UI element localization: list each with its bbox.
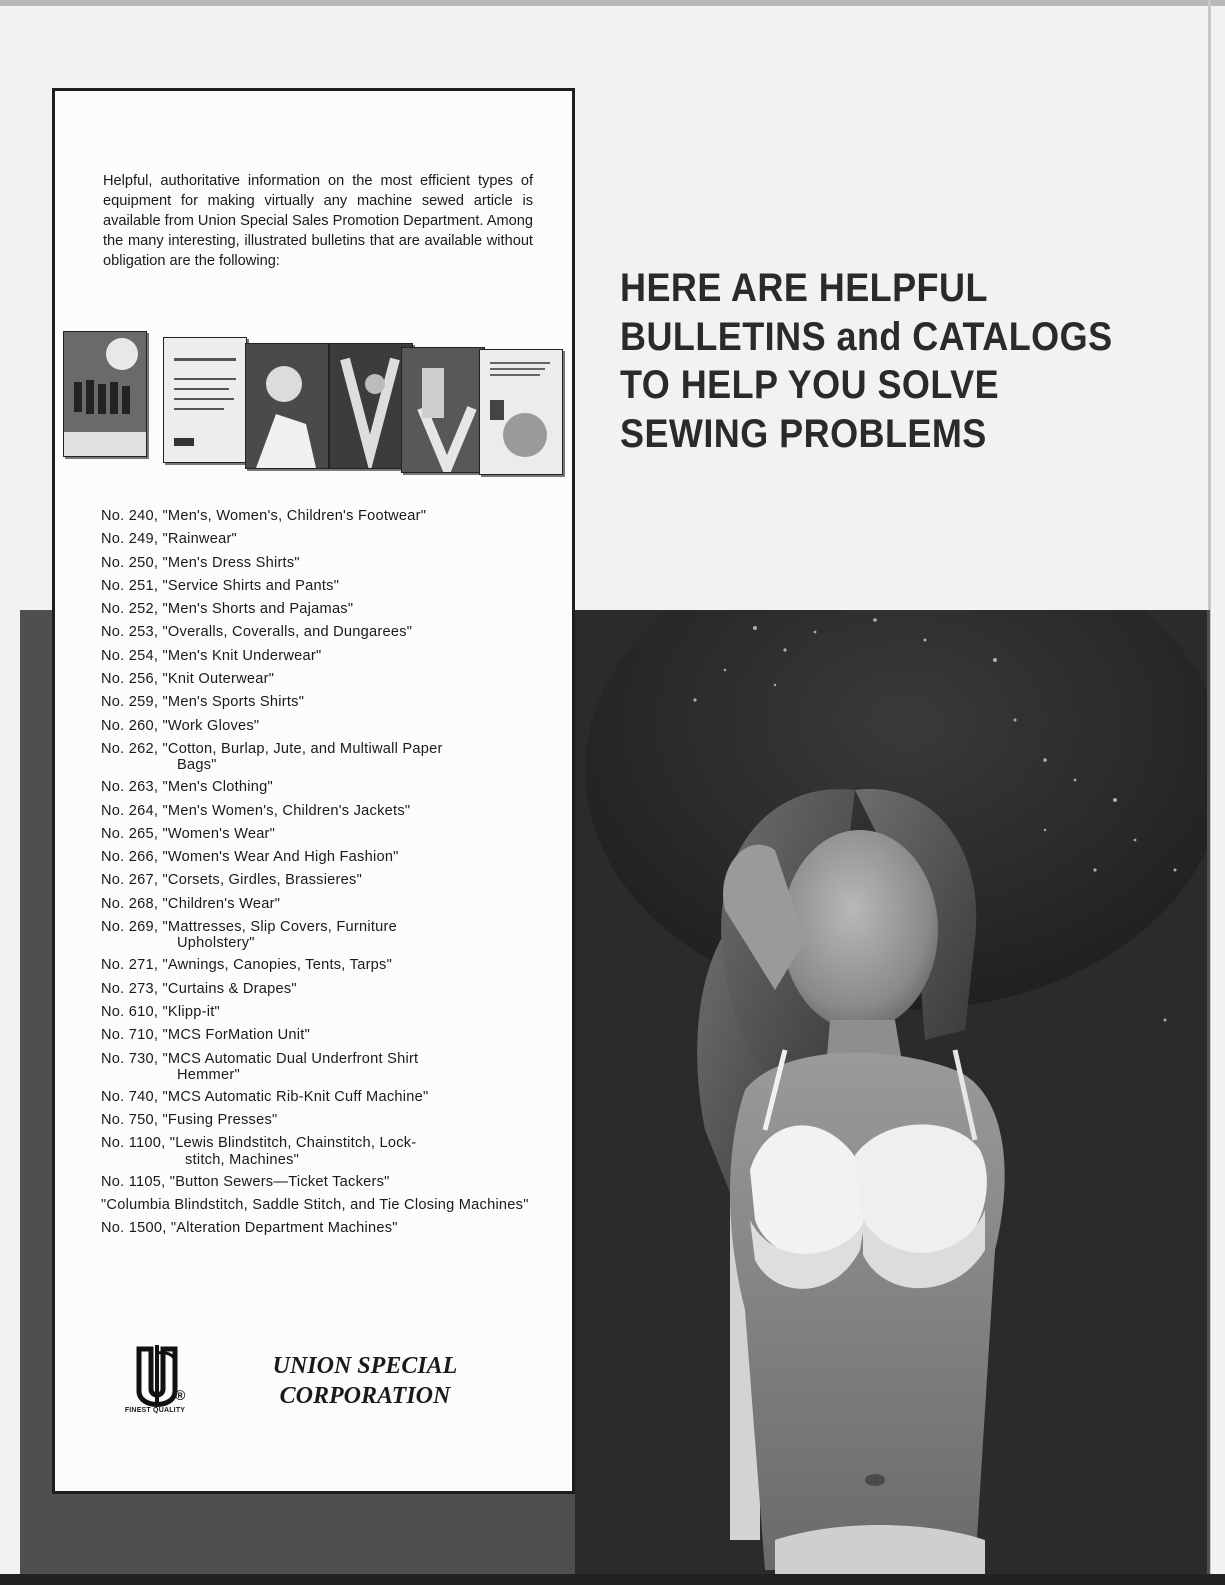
bulletin-cover-3 <box>245 343 329 469</box>
list-item: No. 250, "Men's Dress Shirts" <box>101 554 300 571</box>
bulletin-cover-1 <box>63 331 147 457</box>
bulletin-cover-2 <box>163 337 247 463</box>
bulletin-cover-6 <box>479 349 563 475</box>
list-item: No. 273, "Curtains & Drapes" <box>101 980 297 997</box>
model-photograph <box>575 610 1207 1574</box>
list-item: No. 251, "Service Shirts and Pants" <box>101 577 340 594</box>
list-item: No. 249, "Rainwear" <box>101 531 237 548</box>
headline-line4: SEWING PROBLEMS <box>620 411 987 456</box>
list-item: No. 271, "Awnings, Canopies, Tents, Tarps" <box>101 957 393 974</box>
list-item: No. 266, "Women's Wear And High Fashion" <box>101 849 399 866</box>
list-item: No. 264, "Men's Women's, Children's Jackets" <box>101 802 411 819</box>
registered-mark: ® <box>175 1387 186 1403</box>
list-item: No. 259, "Men's Sports Shirts" <box>101 694 305 711</box>
list-item: No. 610, "Klipp-it" <box>101 1003 220 1020</box>
list-item: No. 254, "Men's Knit Underwear" <box>101 647 322 664</box>
bulletin-list <box>101 505 541 1240</box>
list-item: No. 740, "MCS Automatic Rib-Knit Cuff Machine" <box>101 1088 429 1105</box>
list-item: No. 268, "Children's Wear" <box>101 895 281 912</box>
list-item: No. 750, "Fusing Presses" <box>101 1112 278 1129</box>
company-name-line1: UNION SPECIAL <box>272 1353 458 1379</box>
list-item: No. 256, "Knit Outerwear" <box>101 671 275 688</box>
list-item: No. 1105, "Button Sewers—Ticket Tackers" <box>101 1173 390 1190</box>
list-item: No. 252, "Men's Shorts and Pajamas" <box>101 601 354 618</box>
list-item: No. 260, "Work Gloves" <box>101 717 260 734</box>
bulletin-cover-5 <box>401 347 485 473</box>
list-item: No. 265, "Women's Wear" <box>101 825 276 842</box>
headline-line3: TO HELP YOU SOLVE <box>620 363 1000 407</box>
list-item: "Columbia Blindstitch, Saddle Stitch, and Tie Closing Machines" <box>101 1197 529 1214</box>
list-item: No. 263, "Men's Clothing" <box>101 779 273 796</box>
headline <box>620 264 1124 458</box>
headline-line2: BULLETINS and CATALOGS <box>620 314 1113 359</box>
list-item: No. 269, "Mattresses, Slip Covers, Furniture Upholstery" <box>101 919 398 952</box>
list-item: No. 262, "Cotton, Burlap, Jute, and Multiwall Paper Bags" <box>101 740 443 774</box>
list-item: No. 267, "Corsets, Girdles, Brassieres" <box>101 872 363 889</box>
list-item: No. 730, "MCS Automatic Dual Underfront Shirt Hemmer" <box>101 1050 419 1083</box>
bottom-scan-edge <box>0 1574 1225 1585</box>
list-item: No. 253, "Overalls, Coveralls, and Dungarees" <box>101 624 413 641</box>
company-name-line2: CORPORATION <box>279 1383 451 1409</box>
intro-paragraph: Helpful, authoritative information on the most efficient types of equipment for making virtually any machine sewed article is available from Union Special Sales Promotion Department. Among the many interesting, illustrated bulletins that are available without obligation are the following: <box>103 173 533 269</box>
bulletin-covers-illustration <box>63 331 563 471</box>
logo-caption: FINEST QUALITY <box>124 1407 186 1414</box>
top-scan-edge <box>0 0 1225 6</box>
list-item: No. 1100, "Lewis Blindstitch, Chainstitch, Lock- stitch, Machines" <box>101 1135 417 1168</box>
headline-line1: HERE ARE HELPFUL <box>620 266 988 310</box>
list-item: No. 710, "MCS ForMation Unit" <box>101 1027 311 1044</box>
list-item: No. 240, "Men's, Women's, Children's Footwear" <box>101 508 427 524</box>
company-name <box>235 1351 495 1411</box>
bulletin-info-panel <box>52 88 575 1494</box>
list-item: No. 1500, "Alteration Department Machines" <box>101 1220 398 1237</box>
